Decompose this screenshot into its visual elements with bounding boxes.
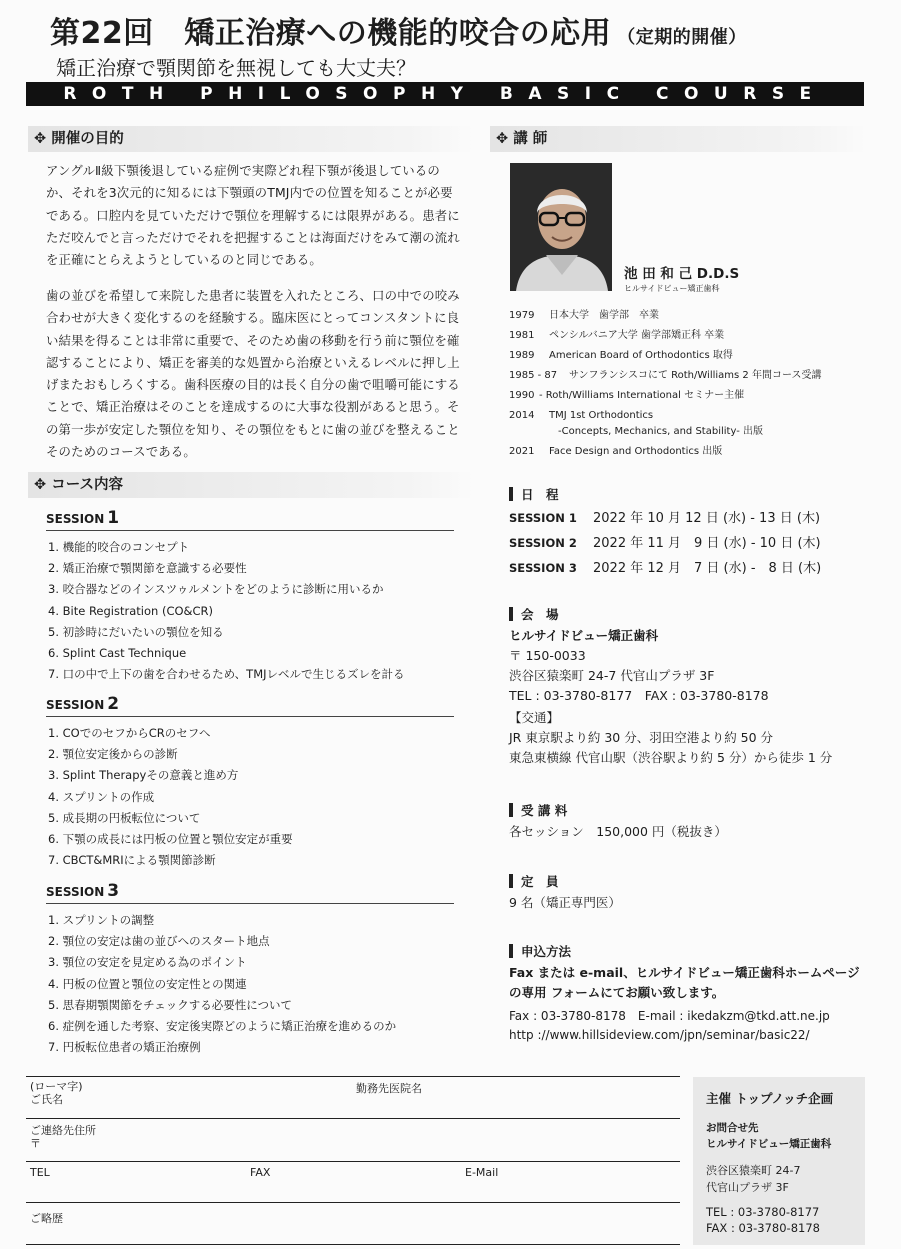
heading-bar-icon: [509, 944, 513, 958]
venue-heading-label: 会 場: [521, 607, 559, 622]
history-year: 1979: [509, 310, 535, 321]
organizer-inquiry: お問合せ先: [706, 1122, 759, 1134]
session-1-title: [46, 508, 454, 531]
session-number: 1: [107, 508, 120, 528]
list-item: 1. COでのセフからCRのセフへ: [48, 726, 211, 740]
schedule-row: [509, 506, 821, 531]
history-year: 2014: [509, 410, 535, 421]
form-divider: [26, 1161, 680, 1162]
fee-heading: [509, 801, 567, 819]
session-3-title: [46, 881, 454, 904]
form-divider: [26, 1244, 680, 1245]
purpose-paragraph-2: 歯の並びを希望して来院した患者に装置を入れたところ、口の中での咬み合わせが大きく変化するのを経験する。臨床医にとってコンスタントに良い結果を得ることは非常に重要で、そのため歯の移動を行う前に顎位を確認することにより、矯正を審美的な処置から治療といえるレベルに押し上げまたおもしろくする。歯科医療の目的は長く自分の歯で咀嚼可能にすることで、矯正治療はそのことを達成するのに大事な役割があると思う。その第一歩が安定した顎位を知り、その顎位をもとに歯の並びを整えることそのためのコースである。: [46, 288, 460, 460]
form-divider: [26, 1076, 680, 1077]
schedule-row: [509, 531, 821, 556]
application-heading: [509, 942, 571, 960]
schedule-label: SESSION 2: [509, 536, 577, 550]
list-item: 7. CBCT&MRIによる顎関節診断: [48, 853, 216, 868]
list-item: 3. Splint Therapyその意義と進め方: [48, 768, 239, 783]
list-item: 1. スプリントの調整: [48, 913, 155, 927]
form-address-label[interactable]: [30, 1124, 96, 1150]
application-contact-1: Fax : 03-3780-8178 E-mail : ikedakzm@tkd.att.ne.jp: [509, 1009, 830, 1023]
list-item: 2. 顎位の安定は歯の並びへのスタート地点: [48, 934, 270, 949]
lecturer-history: [509, 306, 869, 462]
history-text: Face Design and Orthodontics 出版: [549, 446, 723, 457]
organizer-tel: TEL : 03-3780-8177: [706, 1205, 820, 1219]
form-email-label[interactable]: E-Mail: [465, 1166, 499, 1179]
heading-bar-icon: [509, 874, 513, 888]
application-heading-label: 申込方法: [521, 944, 572, 959]
schedule-label: SESSION 3: [509, 561, 577, 575]
list-item: 5. 成長期の円板転位について: [48, 810, 201, 825]
history-year: 1985 - 87: [509, 370, 558, 381]
fee-text: 各セッション 150,000 円（税抜き）: [509, 824, 727, 839]
organizer-host: 主催 トップノッチ企画: [706, 1091, 834, 1106]
schedule-row: [509, 556, 821, 581]
list-item: 4. スプリントの作成: [48, 789, 155, 804]
list-item: 3. 顎位の安定を見定める為のポイント: [48, 955, 247, 970]
venue-heading: [509, 605, 559, 623]
session-1-list: [48, 537, 468, 685]
capacity-text: 9 名（矯正専門医）: [509, 895, 621, 910]
schedule-list: [509, 506, 821, 581]
lecturer-name: 池 田 和 己 D.D.S: [624, 266, 740, 282]
heading-bar-icon: [509, 607, 513, 621]
page-subtitle: 矯正治療で顎関節を無視しても大丈夫？: [56, 56, 416, 80]
form-career-label[interactable]: ご略歴: [30, 1212, 63, 1225]
history-row: [509, 366, 869, 386]
fee-heading-label: 受 講 料: [521, 803, 568, 818]
venue-phone-fax: TEL : 03-3780-8177 FAX : 03-3780-8178: [509, 688, 769, 703]
organizer-address-2: 代官山プラザ 3F: [706, 1181, 789, 1194]
application-contact-2: http ://www.hillsideview.com/jpn/seminar/basic22/: [509, 1028, 810, 1042]
venue-name: ヒルサイドビュー矯正歯科: [509, 628, 659, 643]
list-item: 7. 口の中で上下の歯を合わせるため、TMJレベルで生じるズレを計る: [48, 667, 405, 682]
course-heading: ✥ コース内容: [28, 472, 474, 498]
venue-address: 渋谷区猿楽町 24-7 代官山プラザ 3F: [509, 668, 715, 683]
list-item: 5. 思春期顎関節をチェックする必要性について: [48, 997, 293, 1012]
venue-access-2: 東急東横線 代官山駅（渋谷駅より約 5 分）から徒歩 1 分: [509, 750, 833, 765]
history-continuation: -Concepts, Mechanics, and Stability- 出版: [558, 426, 763, 437]
session-number: 2: [107, 694, 120, 714]
title-note: （定期的開催）: [617, 27, 747, 48]
session-3-list: [48, 910, 468, 1058]
page-title: [50, 8, 747, 52]
application-details: [509, 963, 861, 1045]
history-row: [509, 386, 869, 406]
organizer-fax: FAX : 03-3780-8178: [706, 1221, 820, 1235]
form-postal-mark: 〒: [30, 1137, 41, 1150]
history-text: - Roth/Williams International セミナー主催: [539, 390, 745, 401]
history-text: 日本大学 歯学部 卒業: [549, 310, 659, 321]
session-label: SESSION: [46, 512, 105, 526]
history-text: ペンシルバニア大学 歯学部矯正科 卒業: [549, 330, 725, 341]
session-number: 3: [107, 881, 120, 901]
form-romaji-label: (ローマ字): [30, 1080, 83, 1093]
history-year: 1990: [509, 390, 535, 401]
form-name-label: [30, 1080, 83, 1106]
history-year: 1989: [509, 350, 535, 361]
form-tel-label[interactable]: TEL: [30, 1166, 50, 1179]
list-item: 2. 矯正治療で顎関節を意識する必要性: [48, 561, 247, 576]
list-item: 3. 咬合器などのインスツゥルメントをどのように診断に用いるか: [48, 582, 384, 597]
list-item: 4. Bite Registration (CO&CR): [48, 603, 213, 618]
schedule-date: 2022 年 10 月 12 日 (水) - 13 日 (木): [593, 511, 821, 526]
list-item: 7. 円板転位患者の矯正治療例: [48, 1040, 201, 1055]
form-fax-label[interactable]: FAX: [250, 1166, 271, 1179]
schedule-heading: [509, 485, 559, 503]
session-label: SESSION: [46, 885, 105, 899]
list-item: 6. 症例を通した考察、安定後実際どのように矯正治療を進めるのか: [48, 1019, 397, 1034]
history-year: 2021: [509, 446, 535, 457]
form-divider: [26, 1202, 680, 1203]
form-name-text: ご氏名: [30, 1093, 63, 1106]
organizer-clinic: ヒルサイドビュー矯正歯科: [706, 1138, 832, 1150]
lecturer-portrait-icon: [510, 163, 612, 291]
heading-bar-icon: [509, 487, 513, 501]
lecturer-photo: [510, 163, 612, 291]
history-text: サンフランシスコにて Roth/Williams 2 年間コース受講: [569, 370, 822, 381]
lecturer-affiliation: ヒルサイドビュー矯正歯科: [624, 284, 720, 293]
form-clinic-label[interactable]: 勤務先医院名: [356, 1082, 422, 1095]
list-item: 4. 円板の位置と顎位の安定性との関連: [48, 976, 247, 991]
lecturer-heading: ✥ 講 師: [490, 126, 866, 152]
schedule-label: SESSION 1: [509, 511, 577, 525]
form-address-text: ご連絡先住所: [30, 1124, 96, 1137]
list-item: 6. 下顎の成長には円板の位置と顎位安定が重要: [48, 832, 293, 847]
venue-postal: 〒 150-0033: [509, 648, 586, 663]
history-text: TMJ 1st Orthodontics: [549, 410, 654, 421]
title-text: 第22回 矯正治療への機能的咬合の応用: [50, 16, 612, 51]
purpose-paragraph-1: アングルⅡ級下顎後退している症例で実際どれ程下顎が後退しているのか、それを3次元的に知るには下顎頭のTMJ内での位置を知ることが必要である。口腔内を見ていただけで顎位を理解するには限界がある。患者にただ咬んでと言っただけでそれを把握することは海面だけをみて潮の流れを正確にとらえようとしているのと同じである。: [46, 163, 460, 268]
list-item: 5. 初診時にだいたいの顎位を知る: [48, 624, 224, 639]
application-text: Fax または e-mail、ヒルサイドビュー矯正歯科ホームページの専用 フォームにてお願い致します。: [509, 965, 860, 1000]
venue-access-1: JR 東京駅より約 30 分、羽田空港より約 50 分: [509, 730, 774, 745]
list-item: 1. 機能的咬合のコンセプト: [48, 540, 190, 554]
session-2-title: [46, 694, 454, 717]
history-row: [509, 326, 869, 346]
form-divider: [26, 1118, 680, 1119]
history-row: [509, 306, 869, 326]
capacity-heading-label: 定 員: [521, 874, 559, 889]
venue-details: [509, 626, 832, 768]
schedule-heading-label: 日 程: [521, 487, 559, 502]
schedule-date: 2022 年 11 月 9 日 (水) - 10 日 (木): [593, 536, 821, 551]
schedule-date: 2022 年 12 月 7 日 (水) - 8 日 (木): [593, 561, 822, 576]
session-label: SESSION: [46, 698, 105, 712]
heading-bar-icon: [509, 803, 513, 817]
history-text: American Board of Orthodontics 取得: [549, 350, 733, 361]
capacity-heading: [509, 872, 559, 890]
history-row: [509, 346, 869, 366]
history-row: [509, 442, 869, 462]
venue-access-heading: 【交通】: [509, 710, 560, 725]
history-year: 1981: [509, 330, 535, 341]
course-banner: ROTH PHILOSOPHY BASIC COURSE: [26, 82, 864, 106]
list-item: 6. Splint Cast Technique: [48, 646, 187, 661]
organizer-address-1: 渋谷区猿楽町 24-7: [706, 1164, 801, 1177]
list-item: 2. 顎位安定後からの診断: [48, 747, 178, 762]
session-2-list: [48, 723, 468, 871]
purpose-heading: ✥ 開催の目的: [28, 126, 474, 152]
